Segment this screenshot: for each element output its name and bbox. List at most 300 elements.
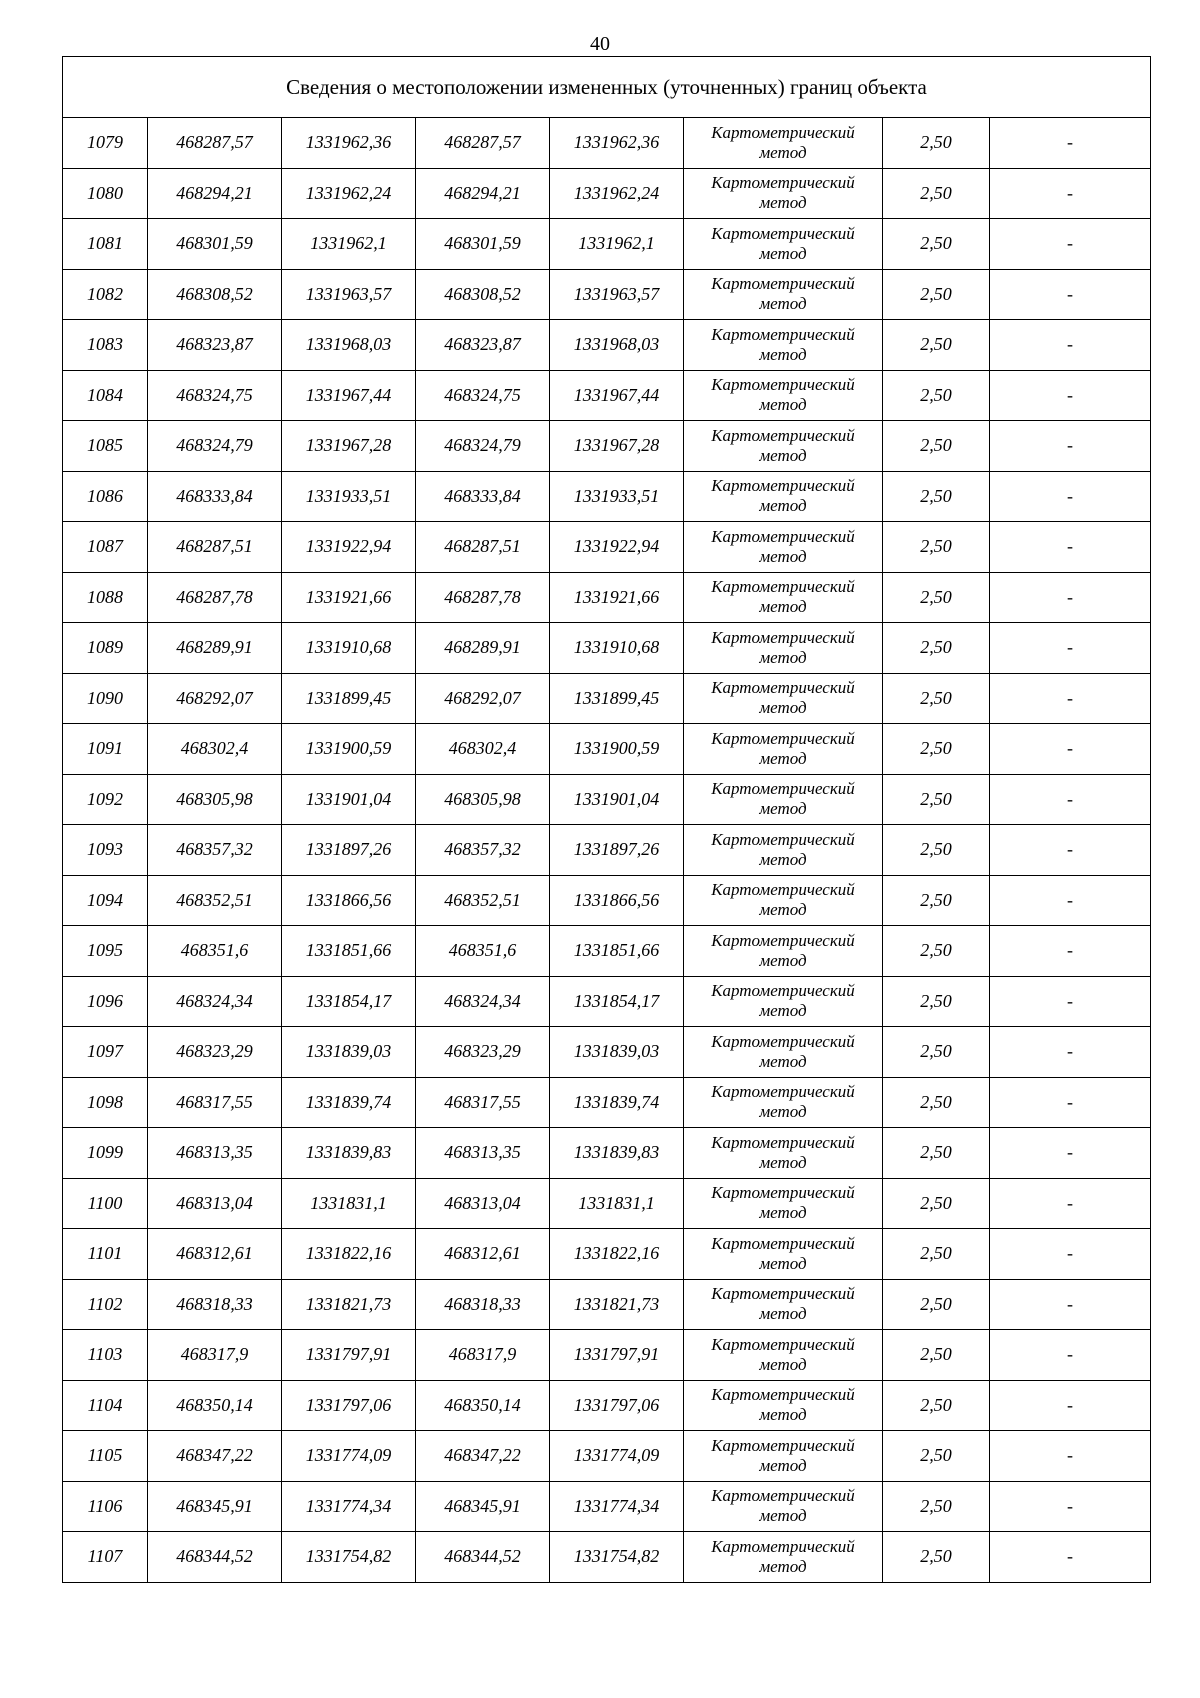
y-existing-cell: 1331967,44 — [282, 370, 416, 421]
note-cell: - — [990, 1330, 1151, 1381]
method-line-1: Картометрический — [711, 779, 855, 799]
table-row — [63, 219, 1151, 270]
note-cell: - — [990, 774, 1151, 825]
y-existing-cell: 1331962,36 — [282, 118, 416, 169]
x-refined-cell: 468292,07 — [416, 673, 550, 724]
method-line-2: метод — [759, 1001, 807, 1021]
x-refined-cell: 468350,14 — [416, 1380, 550, 1431]
y-refined-cell: 1331922,94 — [550, 522, 684, 573]
point-id-cell: 1103 — [63, 1330, 148, 1381]
method-line-1: Картометрический — [711, 425, 855, 445]
y-refined-cell: 1331839,83 — [550, 1128, 684, 1179]
y-existing-cell: 1331822,16 — [282, 1229, 416, 1280]
x-refined-cell: 468302,4 — [416, 724, 550, 775]
x-refined-cell: 468344,52 — [416, 1532, 550, 1583]
point-id-cell: 1102 — [63, 1279, 148, 1330]
method-line-1: Картометрический — [711, 728, 855, 748]
accuracy-cell: 2,50 — [883, 774, 990, 825]
point-id-cell: 1090 — [63, 673, 148, 724]
method-line-1: Картометрический — [711, 981, 855, 1001]
accuracy-cell: 2,50 — [883, 219, 990, 270]
x-existing-cell: 468352,51 — [148, 875, 282, 926]
method-cell — [684, 118, 883, 169]
y-existing-cell: 1331921,66 — [282, 572, 416, 623]
y-refined-cell: 1331854,17 — [550, 976, 684, 1027]
method-cell — [684, 1077, 883, 1128]
table-row — [63, 673, 1151, 724]
table-row — [63, 1077, 1151, 1128]
note-cell: - — [990, 320, 1151, 371]
table-row — [63, 875, 1151, 926]
table-row — [63, 623, 1151, 674]
accuracy-cell: 2,50 — [883, 875, 990, 926]
point-id-cell: 1091 — [63, 724, 148, 775]
x-existing-cell: 468294,21 — [148, 168, 282, 219]
y-existing-cell: 1331831,1 — [282, 1178, 416, 1229]
x-refined-cell: 468324,79 — [416, 421, 550, 472]
method-line-2: метод — [759, 799, 807, 819]
x-refined-cell: 468301,59 — [416, 219, 550, 270]
point-id-cell: 1082 — [63, 269, 148, 320]
table-row — [63, 269, 1151, 320]
y-refined-cell: 1331962,24 — [550, 168, 684, 219]
y-existing-cell: 1331962,1 — [282, 219, 416, 270]
method-line-1: Картометрический — [711, 1082, 855, 1102]
y-refined-cell: 1331866,56 — [550, 875, 684, 926]
method-cell — [684, 1330, 883, 1381]
y-existing-cell: 1331933,51 — [282, 471, 416, 522]
method-cell — [684, 572, 883, 623]
note-cell: - — [990, 1128, 1151, 1179]
y-existing-cell: 1331821,73 — [282, 1279, 416, 1330]
method-line-2: метод — [759, 445, 807, 465]
x-refined-cell: 468357,32 — [416, 825, 550, 876]
table-row — [63, 825, 1151, 876]
x-refined-cell: 468323,29 — [416, 1027, 550, 1078]
point-id-cell: 1106 — [63, 1481, 148, 1532]
x-existing-cell: 468301,59 — [148, 219, 282, 270]
method-cell — [684, 320, 883, 371]
note-cell: - — [990, 572, 1151, 623]
x-refined-cell: 468287,57 — [416, 118, 550, 169]
point-id-cell: 1101 — [63, 1229, 148, 1280]
method-cell — [684, 269, 883, 320]
table-row — [63, 118, 1151, 169]
method-cell — [684, 926, 883, 977]
y-refined-cell: 1331899,45 — [550, 673, 684, 724]
x-refined-cell: 468287,78 — [416, 572, 550, 623]
table-row — [63, 1128, 1151, 1179]
y-refined-cell: 1331774,34 — [550, 1481, 684, 1532]
method-cell — [684, 421, 883, 472]
note-cell: - — [990, 370, 1151, 421]
x-refined-cell: 468333,84 — [416, 471, 550, 522]
point-id-cell: 1096 — [63, 976, 148, 1027]
method-line-2: метод — [759, 1354, 807, 1374]
note-cell: - — [990, 1481, 1151, 1532]
x-refined-cell: 468324,34 — [416, 976, 550, 1027]
y-refined-cell: 1331963,57 — [550, 269, 684, 320]
method-line-2: метод — [759, 1152, 807, 1172]
method-line-1: Картометрический — [711, 274, 855, 294]
method-line-1: Картометрический — [711, 1536, 855, 1556]
accuracy-cell: 2,50 — [883, 1077, 990, 1128]
x-existing-cell: 468313,35 — [148, 1128, 282, 1179]
accuracy-cell: 2,50 — [883, 976, 990, 1027]
point-id-cell: 1093 — [63, 825, 148, 876]
method-line-1: Картометрический — [711, 1435, 855, 1455]
method-line-1: Картометрический — [711, 1334, 855, 1354]
method-line-1: Картометрический — [711, 173, 855, 193]
method-line-2: метод — [759, 950, 807, 970]
method-cell — [684, 976, 883, 1027]
method-line-2: метод — [759, 748, 807, 768]
x-existing-cell: 468324,34 — [148, 976, 282, 1027]
x-existing-cell: 468344,52 — [148, 1532, 282, 1583]
y-refined-cell: 1331839,03 — [550, 1027, 684, 1078]
y-existing-cell: 1331963,57 — [282, 269, 416, 320]
accuracy-cell: 2,50 — [883, 724, 990, 775]
point-id-cell: 1107 — [63, 1532, 148, 1583]
note-cell: - — [990, 623, 1151, 674]
point-id-cell: 1105 — [63, 1431, 148, 1482]
y-refined-cell: 1331921,66 — [550, 572, 684, 623]
method-line-1: Картометрический — [711, 122, 855, 142]
note-cell: - — [990, 219, 1151, 270]
method-line-1: Картометрический — [711, 476, 855, 496]
method-line-1: Картометрический — [711, 1284, 855, 1304]
y-refined-cell: 1331900,59 — [550, 724, 684, 775]
method-line-2: метод — [759, 647, 807, 667]
point-id-cell: 1100 — [63, 1178, 148, 1229]
y-existing-cell: 1331910,68 — [282, 623, 416, 674]
table-row — [63, 1229, 1151, 1280]
point-id-cell: 1088 — [63, 572, 148, 623]
y-refined-cell: 1331797,91 — [550, 1330, 684, 1381]
y-refined-cell: 1331910,68 — [550, 623, 684, 674]
y-existing-cell: 1331754,82 — [282, 1532, 416, 1583]
accuracy-cell: 2,50 — [883, 1027, 990, 1078]
point-id-cell: 1083 — [63, 320, 148, 371]
method-cell — [684, 724, 883, 775]
note-cell: - — [990, 1532, 1151, 1583]
y-refined-cell: 1331821,73 — [550, 1279, 684, 1330]
method-cell — [684, 522, 883, 573]
table-row — [63, 522, 1151, 573]
y-refined-cell: 1331901,04 — [550, 774, 684, 825]
point-id-cell: 1099 — [63, 1128, 148, 1179]
method-cell — [684, 1178, 883, 1229]
method-line-1: Картометрический — [711, 678, 855, 698]
method-line-1: Картометрический — [711, 829, 855, 849]
method-cell — [684, 623, 883, 674]
x-existing-cell: 468305,98 — [148, 774, 282, 825]
coordinates-table — [62, 56, 1151, 1583]
x-existing-cell: 468318,33 — [148, 1279, 282, 1330]
point-id-cell: 1094 — [63, 875, 148, 926]
x-refined-cell: 468317,9 — [416, 1330, 550, 1381]
method-cell — [684, 1229, 883, 1280]
accuracy-cell: 2,50 — [883, 572, 990, 623]
method-line-2: метод — [759, 496, 807, 516]
note-cell: - — [990, 825, 1151, 876]
method-cell — [684, 1481, 883, 1532]
x-refined-cell: 468313,35 — [416, 1128, 550, 1179]
point-id-cell: 1095 — [63, 926, 148, 977]
x-existing-cell: 468287,57 — [148, 118, 282, 169]
table-row — [63, 1532, 1151, 1583]
x-existing-cell: 468289,91 — [148, 623, 282, 674]
table-row — [63, 774, 1151, 825]
method-line-2: метод — [759, 1051, 807, 1071]
table-row — [63, 1330, 1151, 1381]
accuracy-cell: 2,50 — [883, 1532, 990, 1583]
table-row — [63, 1380, 1151, 1431]
method-line-2: метод — [759, 1304, 807, 1324]
method-line-2: метод — [759, 294, 807, 314]
y-existing-cell: 1331797,91 — [282, 1330, 416, 1381]
table-row — [63, 1431, 1151, 1482]
x-existing-cell: 468345,91 — [148, 1481, 282, 1532]
y-existing-cell: 1331839,83 — [282, 1128, 416, 1179]
y-existing-cell: 1331839,03 — [282, 1027, 416, 1078]
method-line-2: метод — [759, 1102, 807, 1122]
y-refined-cell: 1331967,44 — [550, 370, 684, 421]
table-row — [63, 724, 1151, 775]
note-cell: - — [990, 118, 1151, 169]
x-existing-cell: 468317,9 — [148, 1330, 282, 1381]
x-refined-cell: 468312,61 — [416, 1229, 550, 1280]
accuracy-cell: 2,50 — [883, 926, 990, 977]
method-line-1: Картометрический — [711, 1385, 855, 1405]
accuracy-cell: 2,50 — [883, 825, 990, 876]
method-line-2: метод — [759, 900, 807, 920]
y-existing-cell: 1331774,34 — [282, 1481, 416, 1532]
x-existing-cell: 468323,87 — [148, 320, 282, 371]
method-cell — [684, 370, 883, 421]
accuracy-cell: 2,50 — [883, 320, 990, 371]
method-line-2: метод — [759, 1203, 807, 1223]
method-line-2: метод — [759, 1253, 807, 1273]
y-existing-cell: 1331854,17 — [282, 976, 416, 1027]
method-line-2: метод — [759, 546, 807, 566]
method-cell — [684, 471, 883, 522]
x-existing-cell: 468292,07 — [148, 673, 282, 724]
method-line-1: Картометрический — [711, 627, 855, 647]
table-row — [63, 320, 1151, 371]
table-row — [63, 421, 1151, 472]
method-cell — [684, 673, 883, 724]
accuracy-cell: 2,50 — [883, 673, 990, 724]
accuracy-cell: 2,50 — [883, 471, 990, 522]
x-existing-cell: 468350,14 — [148, 1380, 282, 1431]
method-line-2: метод — [759, 344, 807, 364]
accuracy-cell: 2,50 — [883, 623, 990, 674]
method-line-1: Картометрический — [711, 930, 855, 950]
table-row — [63, 1027, 1151, 1078]
y-refined-cell: 1331962,1 — [550, 219, 684, 270]
note-cell: - — [990, 421, 1151, 472]
point-id-cell: 1098 — [63, 1077, 148, 1128]
accuracy-cell: 2,50 — [883, 370, 990, 421]
method-cell — [684, 168, 883, 219]
note-cell: - — [990, 522, 1151, 573]
note-cell: - — [990, 1178, 1151, 1229]
method-line-2: метод — [759, 1405, 807, 1425]
x-existing-cell: 468324,79 — [148, 421, 282, 472]
method-line-1: Картометрический — [711, 375, 855, 395]
accuracy-cell: 2,50 — [883, 1380, 990, 1431]
method-line-2: метод — [759, 1506, 807, 1526]
note-cell: - — [990, 1229, 1151, 1280]
point-id-cell: 1079 — [63, 118, 148, 169]
method-line-1: Картометрический — [711, 577, 855, 597]
note-cell: - — [990, 1279, 1151, 1330]
accuracy-cell: 2,50 — [883, 1229, 990, 1280]
table-row — [63, 1178, 1151, 1229]
note-cell: - — [990, 724, 1151, 775]
y-existing-cell: 1331900,59 — [282, 724, 416, 775]
y-existing-cell: 1331901,04 — [282, 774, 416, 825]
note-cell: - — [990, 1027, 1151, 1078]
method-cell — [684, 1128, 883, 1179]
table-title: Сведения о местоположении измененных (уточненных) границ объекта — [63, 57, 1151, 118]
method-line-1: Картометрический — [711, 880, 855, 900]
method-cell — [684, 774, 883, 825]
x-refined-cell: 468289,91 — [416, 623, 550, 674]
note-cell: - — [990, 1380, 1151, 1431]
x-existing-cell: 468287,78 — [148, 572, 282, 623]
y-existing-cell: 1331839,74 — [282, 1077, 416, 1128]
method-cell — [684, 825, 883, 876]
method-cell — [684, 1380, 883, 1431]
point-id-cell: 1092 — [63, 774, 148, 825]
x-existing-cell: 468317,55 — [148, 1077, 282, 1128]
y-existing-cell: 1331797,06 — [282, 1380, 416, 1431]
method-cell — [684, 1279, 883, 1330]
method-cell — [684, 1532, 883, 1583]
method-line-2: метод — [759, 1455, 807, 1475]
y-refined-cell: 1331851,66 — [550, 926, 684, 977]
accuracy-cell: 2,50 — [883, 421, 990, 472]
x-refined-cell: 468305,98 — [416, 774, 550, 825]
x-refined-cell: 468308,52 — [416, 269, 550, 320]
accuracy-cell: 2,50 — [883, 1481, 990, 1532]
x-refined-cell: 468317,55 — [416, 1077, 550, 1128]
note-cell: - — [990, 673, 1151, 724]
x-refined-cell: 468345,91 — [416, 1481, 550, 1532]
method-line-1: Картометрический — [711, 324, 855, 344]
x-existing-cell: 468323,29 — [148, 1027, 282, 1078]
method-line-2: метод — [759, 597, 807, 617]
table-row — [63, 370, 1151, 421]
method-line-1: Картометрический — [711, 1031, 855, 1051]
y-refined-cell: 1331754,82 — [550, 1532, 684, 1583]
note-cell: - — [990, 168, 1151, 219]
x-existing-cell: 468351,6 — [148, 926, 282, 977]
note-cell: - — [990, 926, 1151, 977]
note-cell: - — [990, 269, 1151, 320]
y-refined-cell: 1331933,51 — [550, 471, 684, 522]
y-existing-cell: 1331968,03 — [282, 320, 416, 371]
table-row — [63, 976, 1151, 1027]
x-refined-cell: 468352,51 — [416, 875, 550, 926]
y-refined-cell: 1331797,06 — [550, 1380, 684, 1431]
x-existing-cell: 468313,04 — [148, 1178, 282, 1229]
y-existing-cell: 1331899,45 — [282, 673, 416, 724]
y-refined-cell: 1331822,16 — [550, 1229, 684, 1280]
x-refined-cell: 468318,33 — [416, 1279, 550, 1330]
accuracy-cell: 2,50 — [883, 168, 990, 219]
y-existing-cell: 1331774,09 — [282, 1431, 416, 1482]
method-line-2: метод — [759, 142, 807, 162]
accuracy-cell: 2,50 — [883, 1128, 990, 1179]
y-refined-cell: 1331962,36 — [550, 118, 684, 169]
method-line-1: Картометрический — [711, 223, 855, 243]
accuracy-cell: 2,50 — [883, 1330, 990, 1381]
y-refined-cell: 1331967,28 — [550, 421, 684, 472]
method-line-2: метод — [759, 698, 807, 718]
method-line-2: метод — [759, 395, 807, 415]
table-row — [63, 1279, 1151, 1330]
note-cell: - — [990, 1077, 1151, 1128]
y-existing-cell: 1331922,94 — [282, 522, 416, 573]
y-existing-cell: 1331967,28 — [282, 421, 416, 472]
y-refined-cell: 1331831,1 — [550, 1178, 684, 1229]
point-id-cell: 1087 — [63, 522, 148, 573]
table-row — [63, 168, 1151, 219]
x-existing-cell: 468347,22 — [148, 1431, 282, 1482]
method-line-1: Картометрический — [711, 1183, 855, 1203]
y-existing-cell: 1331897,26 — [282, 825, 416, 876]
method-cell — [684, 875, 883, 926]
x-existing-cell: 468333,84 — [148, 471, 282, 522]
accuracy-cell: 2,50 — [883, 1279, 990, 1330]
method-cell — [684, 1027, 883, 1078]
method-line-2: метод — [759, 1556, 807, 1576]
table-row — [63, 471, 1151, 522]
x-refined-cell: 468323,87 — [416, 320, 550, 371]
method-line-2: метод — [759, 243, 807, 263]
x-existing-cell: 468312,61 — [148, 1229, 282, 1280]
note-cell: - — [990, 976, 1151, 1027]
point-id-cell: 1080 — [63, 168, 148, 219]
y-existing-cell: 1331851,66 — [282, 926, 416, 977]
y-existing-cell: 1331866,56 — [282, 875, 416, 926]
method-line-1: Картометрический — [711, 1486, 855, 1506]
y-existing-cell: 1331962,24 — [282, 168, 416, 219]
accuracy-cell: 2,50 — [883, 1431, 990, 1482]
method-line-2: метод — [759, 193, 807, 213]
table-header-row — [63, 57, 1151, 118]
x-existing-cell: 468287,51 — [148, 522, 282, 573]
accuracy-cell: 2,50 — [883, 1178, 990, 1229]
point-id-cell: 1081 — [63, 219, 148, 270]
x-refined-cell: 468287,51 — [416, 522, 550, 573]
method-line-1: Картометрический — [711, 1132, 855, 1152]
x-existing-cell: 468357,32 — [148, 825, 282, 876]
point-id-cell: 1086 — [63, 471, 148, 522]
y-refined-cell: 1331774,09 — [550, 1431, 684, 1482]
table-row — [63, 572, 1151, 623]
y-refined-cell: 1331839,74 — [550, 1077, 684, 1128]
table-row — [63, 926, 1151, 977]
accuracy-cell: 2,50 — [883, 118, 990, 169]
note-cell: - — [990, 875, 1151, 926]
x-existing-cell: 468308,52 — [148, 269, 282, 320]
accuracy-cell: 2,50 — [883, 269, 990, 320]
x-refined-cell: 468351,6 — [416, 926, 550, 977]
